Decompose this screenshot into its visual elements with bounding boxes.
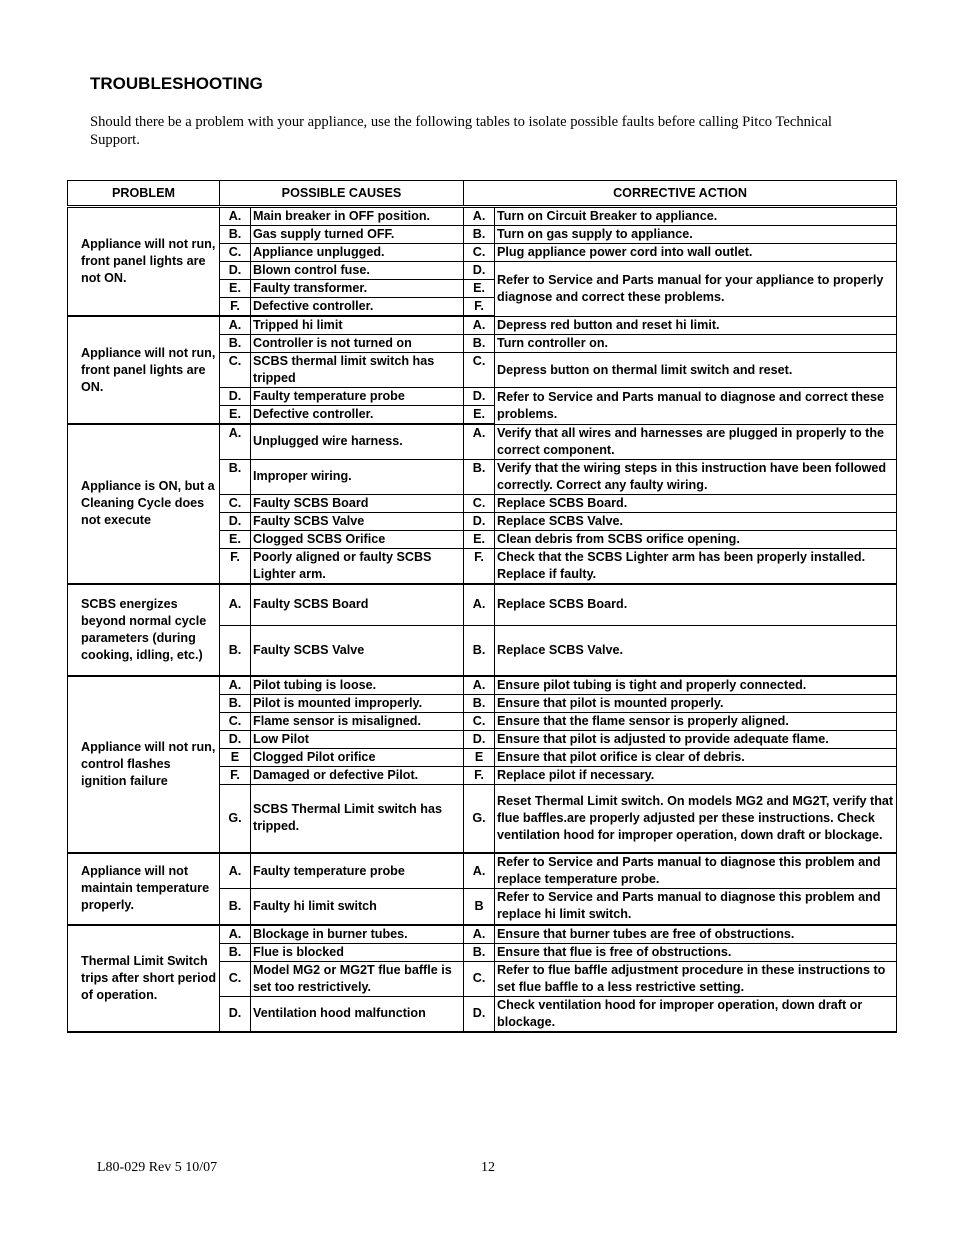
action-letter: A. bbox=[464, 676, 495, 695]
cause-letter: G. bbox=[220, 784, 251, 853]
cause-letter: E. bbox=[220, 406, 251, 425]
cause-text: Improper wiring. bbox=[251, 459, 464, 494]
cause-text: Faulty SCBS Valve bbox=[251, 512, 464, 530]
action-text: Refer to Service and Parts manual for your appliance to properly diagnose and correct these problems. bbox=[495, 262, 897, 317]
action-letter: G. bbox=[464, 784, 495, 853]
cause-text: Low Pilot bbox=[251, 730, 464, 748]
cause-letter: E bbox=[220, 748, 251, 766]
cause-letter: C. bbox=[220, 244, 251, 262]
action-letter: F. bbox=[464, 298, 495, 317]
table-row bbox=[68, 584, 897, 626]
table-row bbox=[68, 676, 897, 695]
action-text: Verify that all wires and harnesses are plugged in properly to the correct component. bbox=[495, 424, 897, 459]
cause-letter: B. bbox=[220, 459, 251, 494]
cause-text: Pilot is mounted improperly. bbox=[251, 694, 464, 712]
cause-letter: F. bbox=[220, 548, 251, 584]
problem-cell: Appliance will not maintain temperature properly. bbox=[68, 853, 220, 925]
cause-letter: B. bbox=[220, 626, 251, 676]
document-revision: L80-029 Rev 5 10/07 bbox=[97, 1160, 218, 1175]
cause-text: Poorly aligned or faulty SCBS Lighter arm. bbox=[251, 548, 464, 584]
action-text: Replace SCBS Valve. bbox=[495, 512, 897, 530]
cause-text: Faulty SCBS Board bbox=[251, 584, 464, 626]
cause-letter: A. bbox=[220, 584, 251, 626]
cause-text: Faulty transformer. bbox=[251, 280, 464, 298]
action-letter: B. bbox=[464, 694, 495, 712]
cause-text: Faulty temperature probe bbox=[251, 853, 464, 889]
action-letter: D. bbox=[464, 730, 495, 748]
cause-text: Unplugged wire harness. bbox=[251, 424, 464, 459]
cause-text: Flue is blocked bbox=[251, 943, 464, 961]
action-letter: D. bbox=[464, 512, 495, 530]
cause-text: Ventilation hood malfunction bbox=[251, 996, 464, 1032]
cause-text: Defective controller. bbox=[251, 406, 464, 425]
cause-text: Model MG2 or MG2T flue baffle is set too restrictively. bbox=[251, 961, 464, 996]
action-text: Clean debris from SCBS orifice opening. bbox=[495, 530, 897, 548]
table-row bbox=[68, 207, 897, 226]
cause-letter: A. bbox=[220, 424, 251, 459]
cause-text: Clogged SCBS Orifice bbox=[251, 530, 464, 548]
table-row bbox=[68, 853, 897, 889]
header-possible-causes: POSSIBLE CAUSES bbox=[220, 181, 464, 207]
cause-letter: F. bbox=[220, 766, 251, 784]
cause-text: Controller is not turned on bbox=[251, 335, 464, 353]
cause-text: Appliance unplugged. bbox=[251, 244, 464, 262]
cause-text: SCBS thermal limit switch has tripped bbox=[251, 353, 464, 388]
action-letter: C. bbox=[464, 961, 495, 996]
header-problem: PROBLEM bbox=[68, 181, 220, 207]
troubleshooting-table bbox=[67, 180, 897, 1033]
cause-text: Faulty hi limit switch bbox=[251, 889, 464, 925]
action-letter: A. bbox=[464, 424, 495, 459]
action-letter: F. bbox=[464, 548, 495, 584]
action-letter: A. bbox=[464, 925, 495, 944]
action-letter: F. bbox=[464, 766, 495, 784]
action-letter: B. bbox=[464, 335, 495, 353]
action-text: Plug appliance power cord into wall outlet. bbox=[495, 244, 897, 262]
cause-letter: C. bbox=[220, 494, 251, 512]
cause-text: Faulty SCBS Board bbox=[251, 494, 464, 512]
action-letter: B bbox=[464, 889, 495, 925]
cause-letter: F. bbox=[220, 298, 251, 317]
action-text: Ensure pilot tubing is tight and properly connected. bbox=[495, 676, 897, 695]
action-text: Ensure that pilot orifice is clear of debris. bbox=[495, 748, 897, 766]
action-letter: D. bbox=[464, 996, 495, 1032]
action-text: Ensure that pilot is mounted properly. bbox=[495, 694, 897, 712]
action-text: Turn on gas supply to appliance. bbox=[495, 226, 897, 244]
action-letter: A. bbox=[464, 316, 495, 335]
problem-cell: SCBS energizes beyond normal cycle parameters (during cooking, idling, etc.) bbox=[68, 584, 220, 676]
action-letter: C. bbox=[464, 244, 495, 262]
action-text: Refer to Service and Parts manual to diagnose this problem and replace hi limit switch. bbox=[495, 889, 897, 925]
page-number: 12 bbox=[481, 1160, 495, 1175]
action-text: Ensure that pilot is adjusted to provide adequate flame. bbox=[495, 730, 897, 748]
action-letter: E. bbox=[464, 406, 495, 425]
cause-letter: A. bbox=[220, 207, 251, 226]
action-letter: A. bbox=[464, 207, 495, 226]
action-letter: C. bbox=[464, 353, 495, 388]
action-letter: E bbox=[464, 748, 495, 766]
cause-text: Gas supply turned OFF. bbox=[251, 226, 464, 244]
action-text: Replace SCBS Board. bbox=[495, 494, 897, 512]
cause-letter: C. bbox=[220, 712, 251, 730]
cause-letter: E. bbox=[220, 280, 251, 298]
problem-cell: Appliance will not run, front panel lights are ON. bbox=[68, 316, 220, 424]
page-title: TROUBLESHOOTING bbox=[90, 74, 263, 93]
action-letter: B. bbox=[464, 626, 495, 676]
action-text: Verify that the wiring steps in this instruction have been followed correctly. Correct any faulty wiring. bbox=[495, 459, 897, 494]
action-letter: A. bbox=[464, 853, 495, 889]
cause-letter: E. bbox=[220, 530, 251, 548]
action-text: Replace SCBS Board. bbox=[495, 584, 897, 626]
table-header-row bbox=[68, 181, 897, 207]
action-text: Turn on Circuit Breaker to appliance. bbox=[495, 207, 897, 226]
header-corrective-action: CORRECTIVE ACTION bbox=[464, 181, 897, 207]
cause-letter: A. bbox=[220, 925, 251, 944]
problem-cell: Appliance will not run, control flashes ignition failure bbox=[68, 676, 220, 854]
cause-text: Damaged or defective Pilot. bbox=[251, 766, 464, 784]
table-row bbox=[68, 925, 897, 944]
action-text: Turn controller on. bbox=[495, 335, 897, 353]
problem-cell: Thermal Limit Switch trips after short period of operation. bbox=[68, 925, 220, 1032]
action-text: Refer to flue baffle adjustment procedure in these instructions to set flue baffle to a less restrictive setting. bbox=[495, 961, 897, 996]
cause-letter: D. bbox=[220, 262, 251, 280]
cause-letter: B. bbox=[220, 335, 251, 353]
action-text: Check ventilation hood for improper operation, down draft or blockage. bbox=[495, 996, 897, 1032]
action-text: Reset Thermal Limit switch. On models MG2 and MG2T, verify that flue baffles.are properly adjusted per these instructions. Check ventilation hood for improper operation, down draft or blockage. bbox=[495, 784, 897, 853]
cause-letter: D. bbox=[220, 996, 251, 1032]
action-text: Refer to Service and Parts manual to diagnose this problem and replace temperature probe. bbox=[495, 853, 897, 889]
cause-text: Faulty SCBS Valve bbox=[251, 626, 464, 676]
action-letter: D. bbox=[464, 388, 495, 406]
cause-letter: C. bbox=[220, 353, 251, 388]
intro-paragraph: Should there be a problem with your appliance, use the following tables to isolate possible faults before calling Pitco Technical Support. bbox=[90, 114, 832, 148]
cause-text: Blockage in burner tubes. bbox=[251, 925, 464, 944]
action-text: Refer to Service and Parts manual to diagnose and correct these problems. bbox=[495, 388, 897, 425]
cause-letter: B. bbox=[220, 694, 251, 712]
action-letter: D. bbox=[464, 262, 495, 280]
action-text: Check that the SCBS Lighter arm has been properly installed. Replace if faulty. bbox=[495, 548, 897, 584]
cause-letter: C. bbox=[220, 961, 251, 996]
action-letter: C. bbox=[464, 494, 495, 512]
cause-text: Main breaker in OFF position. bbox=[251, 207, 464, 226]
cause-text: Blown control fuse. bbox=[251, 262, 464, 280]
cause-text: Faulty temperature probe bbox=[251, 388, 464, 406]
cause-letter: B. bbox=[220, 226, 251, 244]
cause-letter: D. bbox=[220, 512, 251, 530]
cause-text: Flame sensor is misaligned. bbox=[251, 712, 464, 730]
action-text: Depress red button and reset hi limit. bbox=[495, 316, 897, 335]
cause-letter: A. bbox=[220, 853, 251, 889]
action-letter: B. bbox=[464, 943, 495, 961]
table-row bbox=[68, 316, 897, 335]
cause-text: Defective controller. bbox=[251, 298, 464, 317]
action-text: Replace SCBS Valve. bbox=[495, 626, 897, 676]
cause-text: Pilot tubing is loose. bbox=[251, 676, 464, 695]
cause-letter: D. bbox=[220, 730, 251, 748]
action-letter: E. bbox=[464, 530, 495, 548]
action-text: Depress button on thermal limit switch and reset. bbox=[495, 353, 897, 388]
cause-letter: D. bbox=[220, 388, 251, 406]
cause-text: Clogged Pilot orifice bbox=[251, 748, 464, 766]
action-letter: E. bbox=[464, 280, 495, 298]
cause-letter: A. bbox=[220, 676, 251, 695]
action-text: Ensure that the flame sensor is properly aligned. bbox=[495, 712, 897, 730]
cause-text: Tripped hi limit bbox=[251, 316, 464, 335]
table-row bbox=[68, 424, 897, 459]
cause-letter: A. bbox=[220, 316, 251, 335]
cause-letter: B. bbox=[220, 889, 251, 925]
table-body bbox=[68, 207, 897, 1032]
action-text: Replace pilot if necessary. bbox=[495, 766, 897, 784]
problem-cell: Appliance is ON, but a Cleaning Cycle does not execute bbox=[68, 424, 220, 584]
action-letter: B. bbox=[464, 226, 495, 244]
action-text: Ensure that flue is free of obstructions. bbox=[495, 943, 897, 961]
action-letter: A. bbox=[464, 584, 495, 626]
cause-text: SCBS Thermal Limit switch has tripped. bbox=[251, 784, 464, 853]
action-letter: C. bbox=[464, 712, 495, 730]
problem-cell: Appliance will not run, front panel lights are not ON. bbox=[68, 207, 220, 317]
action-text: Ensure that burner tubes are free of obstructions. bbox=[495, 925, 897, 944]
cause-letter: B. bbox=[220, 943, 251, 961]
action-letter: B. bbox=[464, 459, 495, 494]
